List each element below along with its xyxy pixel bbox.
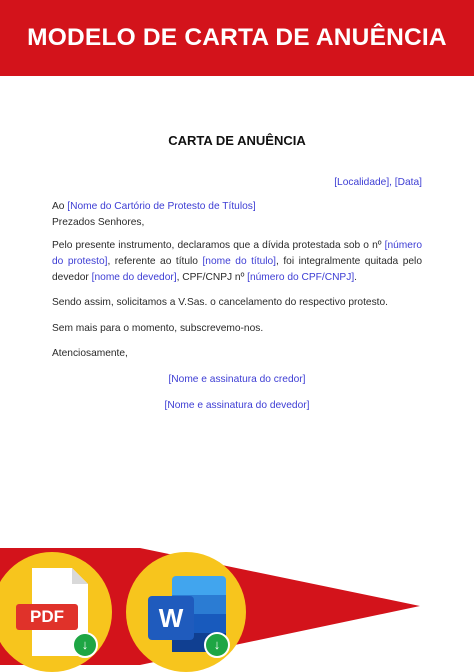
p1-text-a: Pelo presente instrumento, declaramos que a dívida protestada sob o nº — [52, 240, 385, 251]
paragraph-declaration — [52, 238, 422, 286]
cpf-cnpj-placeholder: [número do CPF/CNPJ] — [247, 272, 355, 283]
pdf-download-button[interactable] — [0, 552, 112, 672]
debtor-name-placeholder: [nome do devedor] — [91, 272, 177, 283]
debtor-signature: [Nome e assinatura do devedor] — [164, 400, 310, 411]
download-banner — [0, 548, 474, 665]
word-download-button[interactable] — [126, 552, 246, 672]
letter-title: CARTA DE ANUÊNCIA — [168, 133, 306, 148]
paragraph-request: Sendo assim, solicitamos a V.Sas. o cancelamento do respectivo protesto. — [52, 297, 388, 308]
p1-text-e: . — [354, 272, 357, 283]
p1-text-b: , referente ao título — [107, 256, 203, 267]
recipient-placeholder: [Nome do Cartório de Protesto de Títulos] — [67, 201, 256, 212]
title-name-placeholder: [nome do título] — [202, 256, 277, 267]
word-label: W — [158, 603, 184, 633]
p1-text-c: , foi integralmente quitada pelo devedor — [52, 256, 422, 283]
protest-number-placeholder: [número do protesto] — [52, 240, 422, 267]
download-icon: ↓ — [204, 632, 230, 658]
place-date: [Localidade], [Data] — [334, 177, 422, 188]
banner-title: MODELO DE CARTA DE ANUÊNCIA — [27, 24, 447, 51]
p1-text-d: , CPF/CNPJ nº — [176, 272, 248, 283]
creditor-signature: [Nome e assinatura do credor] — [168, 374, 306, 385]
header-banner — [0, 0, 474, 76]
recipient-line — [52, 199, 256, 215]
paragraph-closing-note: Sem mais para o momento, subscrevemo-nos. — [52, 323, 264, 334]
closing-salutation: Atenciosamente, — [52, 348, 128, 359]
recipient-prefix: Ao — [52, 201, 68, 212]
pdf-label: PDF — [30, 607, 64, 626]
greeting: Prezados Senhores, — [52, 217, 145, 228]
download-icon: ↓ — [72, 632, 98, 658]
